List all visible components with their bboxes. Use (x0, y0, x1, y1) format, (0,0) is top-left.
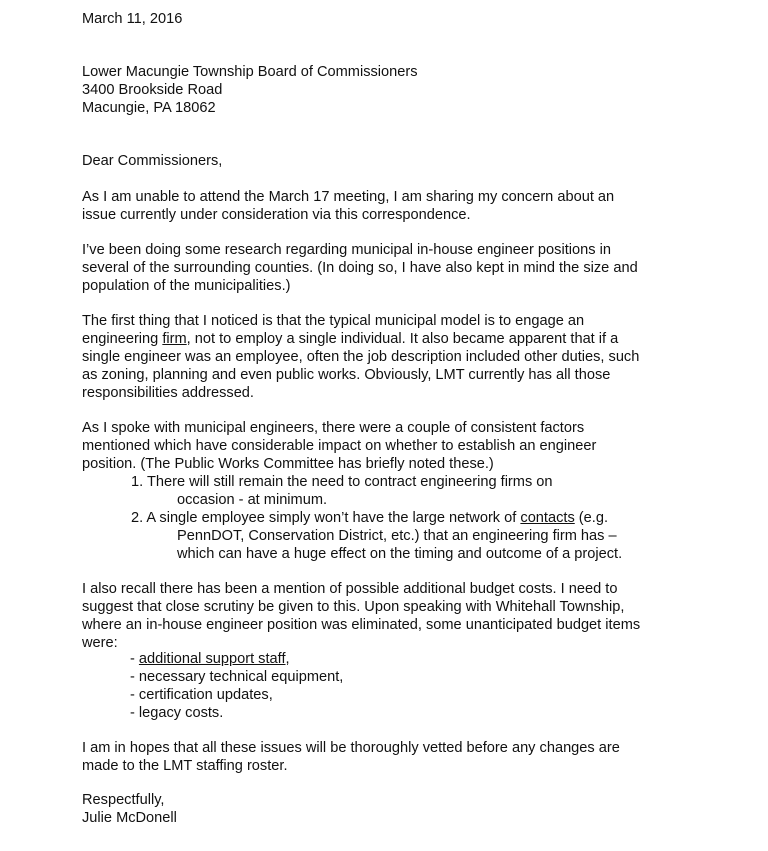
salutation: Dear Commissioners, (82, 153, 223, 169)
paragraph-line: suggest that close scrutiny be given to this. Upon speaking with Whitehall Township, (82, 599, 625, 615)
closing: Respectfully, (82, 792, 165, 808)
underlined-support-staff: additional support staff (138, 651, 286, 667)
paragraph-line: position. (The Public Works Committee has briefly noted these.) (82, 456, 494, 472)
paragraph-line: issue currently under consideration via this correspondence. (82, 207, 471, 223)
recipient-city: Macungie, PA 18062 (82, 100, 216, 116)
list-item: 1. There will still remain the need to contract engineering firms on (131, 474, 553, 490)
recipient-name: Lower Macungie Township Board of Commissioners (82, 64, 418, 80)
list-item-continuation: PennDOT, Conservation District, etc.) that an engineering firm has – (177, 528, 617, 544)
paragraph-line: single engineer was an employee, often the job description included other duties, such (82, 349, 640, 365)
paragraph-line: several of the surrounding counties. (In doing so, I have also kept in mind the size and (82, 260, 638, 276)
list-item: - necessary technical equipment, (130, 669, 344, 685)
letter-date: March 11, 2016 (82, 11, 183, 27)
paragraph-line: were: (82, 635, 118, 651)
paragraph-line: mentioned which have considerable impact on whether to establish an engineer (82, 438, 597, 454)
text-run: , not to employ a single individual. It also became apparent that if a (186, 331, 619, 347)
list-item (130, 650, 290, 668)
paragraph-line: made to the LMT staffing roster. (82, 758, 288, 774)
paragraph-line: responsibilities addressed. (82, 385, 254, 401)
list-item: - legacy costs. (130, 705, 224, 721)
paragraph-line: As I spoke with municipal engineers, there were a couple of consistent factors (82, 420, 585, 436)
list-item-continuation: which can have a huge effect on the timing and outcome of a project. (177, 546, 623, 562)
paragraph-line: The first thing that I noticed is that the typical municipal model is to engage an (82, 313, 585, 329)
underlined-firm: firm (162, 331, 187, 347)
list-item: - certification updates, (130, 687, 273, 703)
signature-name: Julie McDonell (82, 810, 177, 826)
text-run: - (130, 651, 139, 667)
list-item (131, 509, 608, 527)
paragraph-line: I’ve been doing some research regarding municipal in-house engineer positions in (82, 242, 611, 258)
text-run: , (285, 651, 290, 667)
paragraph-line: As I am unable to attend the March 17 meeting, I am sharing my concern about an (82, 189, 615, 205)
paragraph-line: population of the municipalities.) (82, 278, 291, 294)
paragraph-line: where an in-house engineer position was eliminated, some unanticipated budget items (82, 617, 641, 633)
underlined-contacts: contacts (520, 510, 575, 526)
text-run: engineering (82, 331, 163, 347)
paragraph-line: as zoning, planning and even public works. Obviously, LMT currently has all those (82, 367, 611, 383)
recipient-street: 3400 Brookside Road (82, 82, 223, 98)
paragraph-line (82, 330, 618, 348)
text-run: (e.g. (574, 510, 609, 526)
paragraph-line: I am in hopes that all these issues will be thoroughly vetted before any changes are (82, 740, 620, 756)
paragraph-line: I also recall there has been a mention of possible additional budget costs. I need to (82, 581, 618, 597)
text-run: 2. A single employee simply won’t have the large network of (131, 510, 521, 526)
list-item-continuation: occasion - at minimum. (177, 492, 328, 508)
